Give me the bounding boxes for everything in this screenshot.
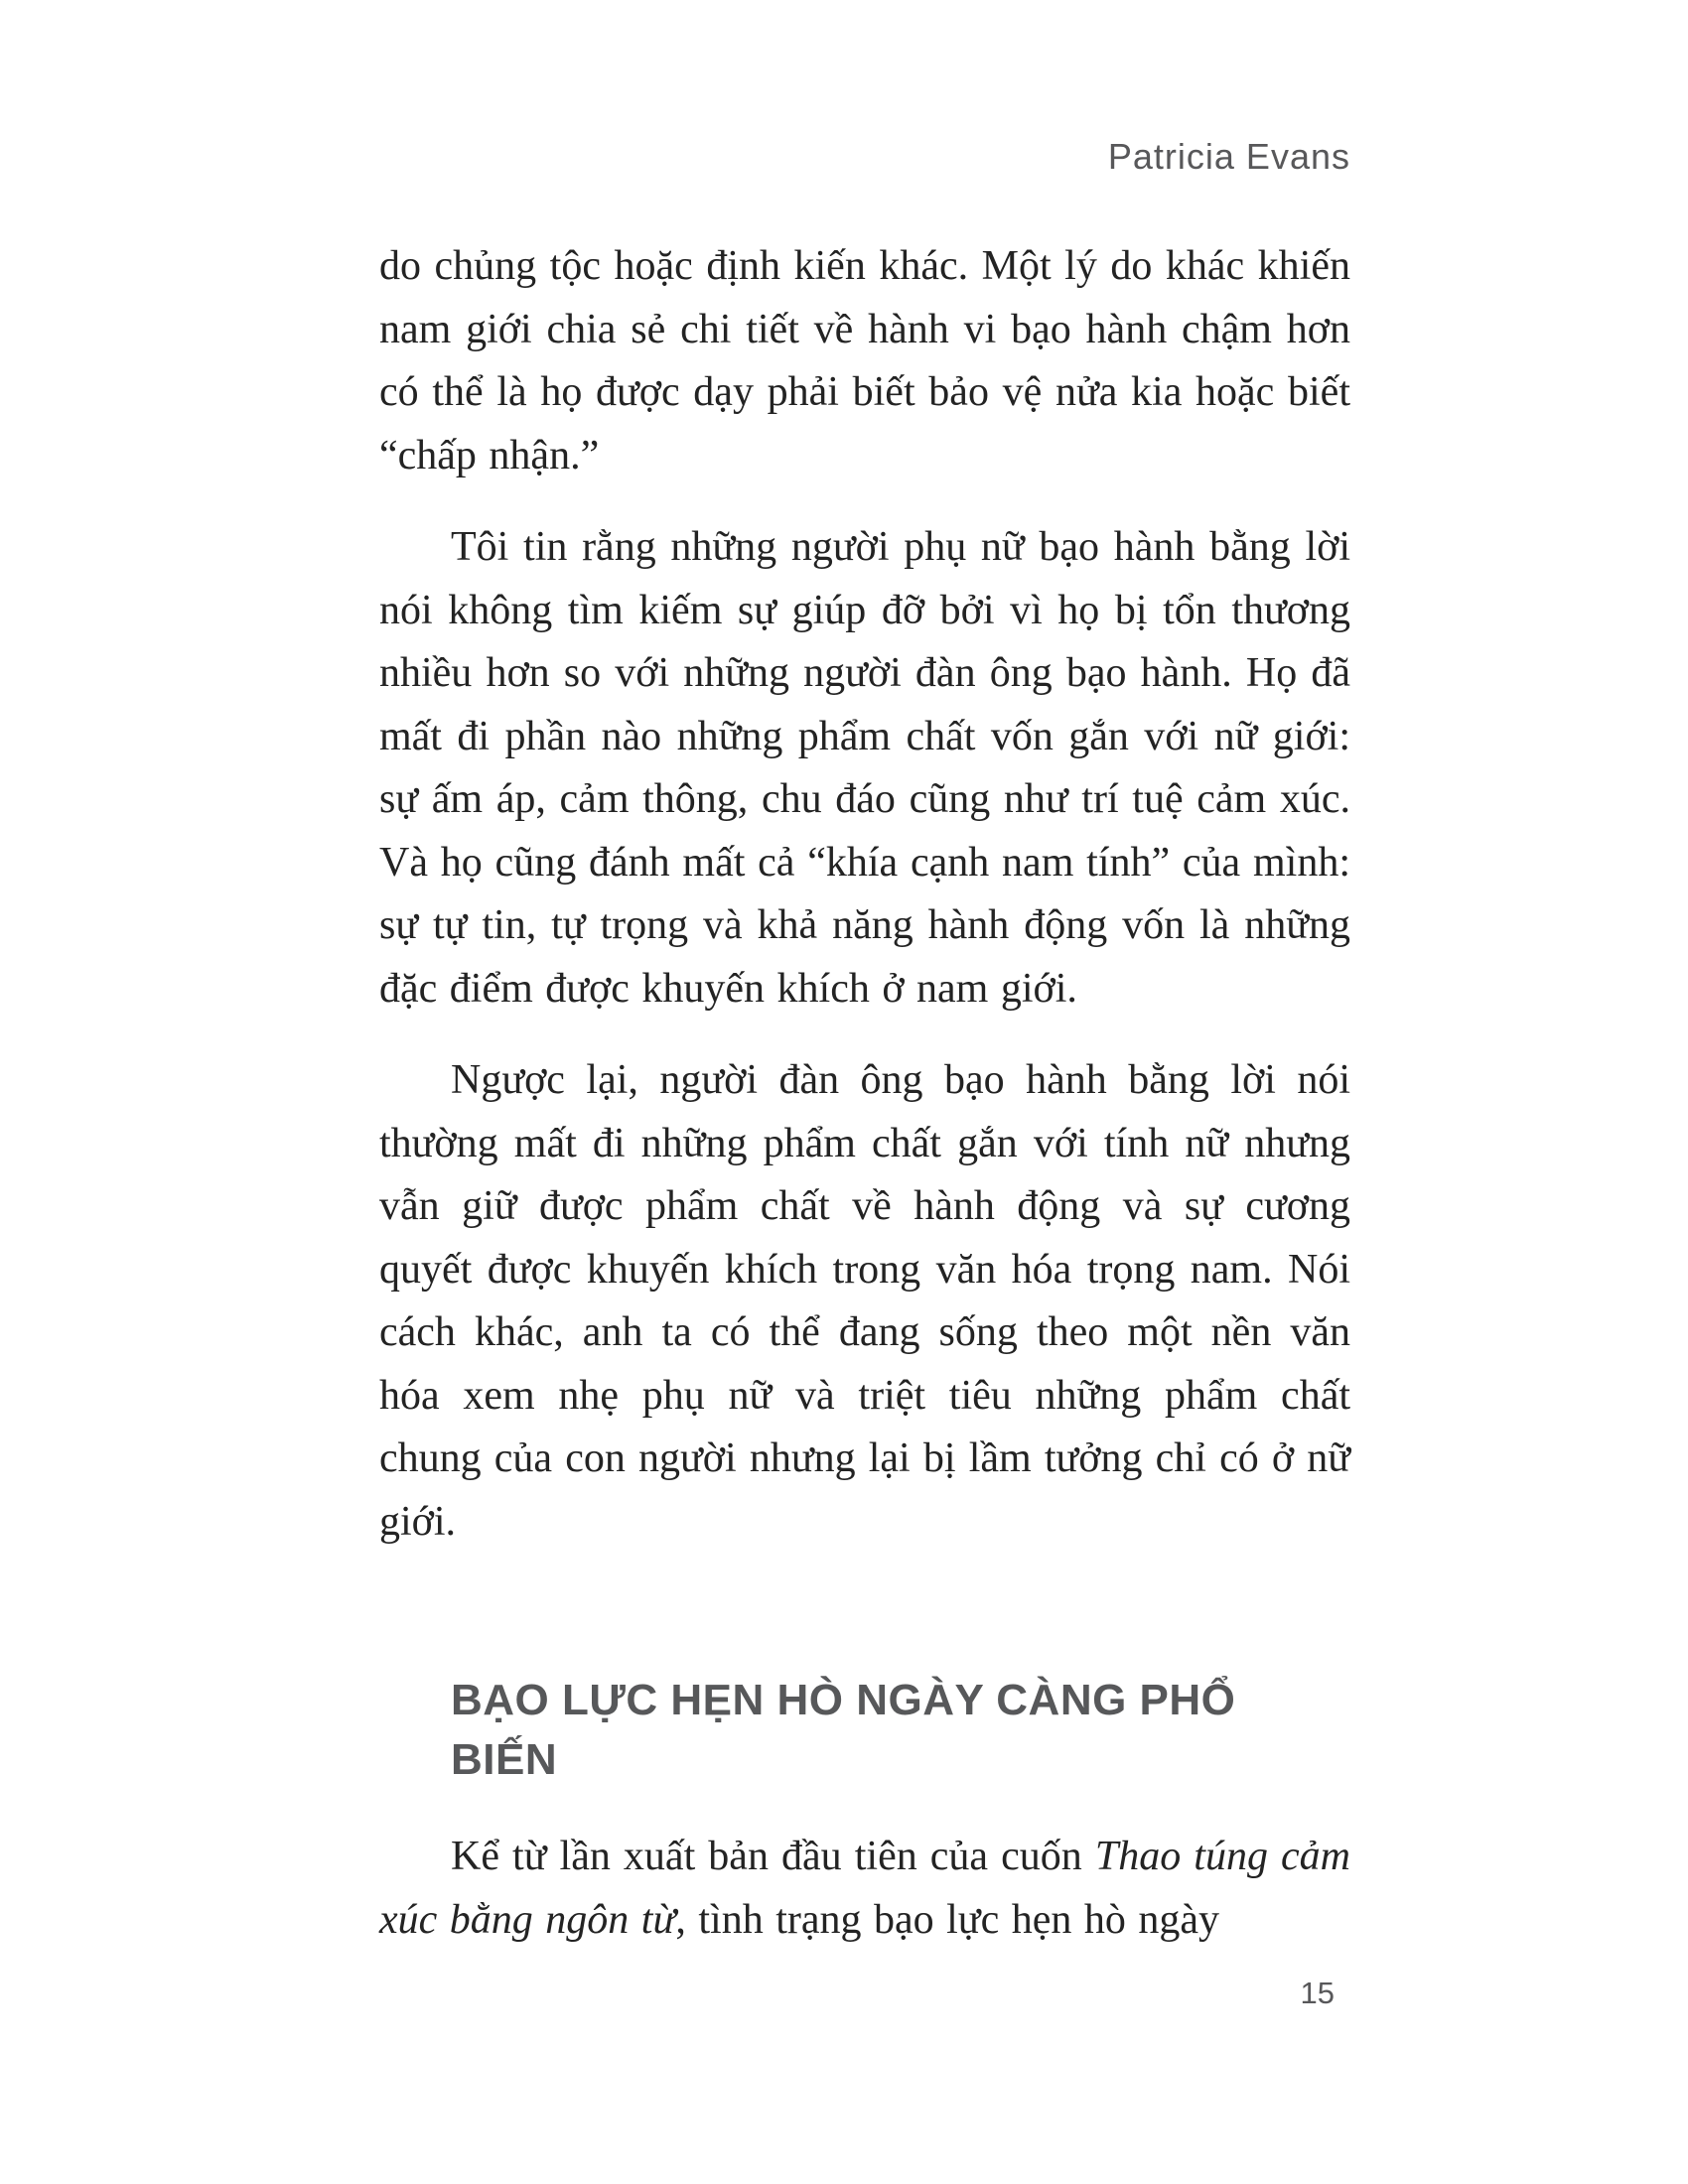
paragraph-text: , tình trạng bạo lực hẹn hò ngày [675, 1896, 1219, 1943]
book-title-italic: Thao túng cảm xúc bằng ngôn từ [379, 1834, 1351, 1943]
running-header-author: Patricia Evans [1107, 136, 1350, 177]
text-column [379, 235, 1350, 2011]
body-paragraph-2: Tôi tin rằng những người phụ nữ bạo hành bằng lời nói không tìm kiếm sự giúp đỡ bởi vì họ bị tổn thương nhiều hơn so với những người đàn ông bạo hành. Họ đã mất đi phần nào những phẩm chất vốn gắn với nữ giới: sự ấm áp, cảm thông, chu đáo cũng như trí tuệ cảm xúc. Và họ cũng đánh mất cả “khía cạnh nam tính” của mình: sự tự tin, tự trọng và khả năng hành động vốn là những đặc điểm được khuyến khích ở nam giới. [379, 524, 1350, 1012]
paragraph-text: Kể từ lần xuất bản đầu tiên của cuốn [451, 1834, 1095, 1879]
section-heading: BẠO LỰC HẸN HÒ NGÀY CÀNG PHỔ BIẾN [451, 1676, 1236, 1784]
body-paragraph-3: Ngược lại, người đàn ông bạo hành bằng lời nói thường mất đi những phẩm chất gắn với tính nữ nhưng vẫn giữ được phẩm chất về hành động và sự cương quyết được khuyến khích trong văn hóa trọng nam. Nói cách khác, anh ta có thể đang sống theo một nền văn hóa xem nhẹ phụ nữ và triệt tiêu những phẩm chất chung của con người nhưng lại bị lầm tưởng chỉ có ở nữ giới. [379, 1057, 1350, 1545]
body-paragraph-1: do chủng tộc hoặc định kiến khác. Một lý do khác khiến nam giới chia sẻ chi tiết về hành vi bạo hành chậm hơn có thể là họ được dạy phải biết bảo vệ nửa kia hoặc biết “chấp nhận.” [379, 243, 1350, 478]
page-number: 15 [1300, 1976, 1335, 2010]
closing-paragraph [379, 1826, 1350, 1952]
